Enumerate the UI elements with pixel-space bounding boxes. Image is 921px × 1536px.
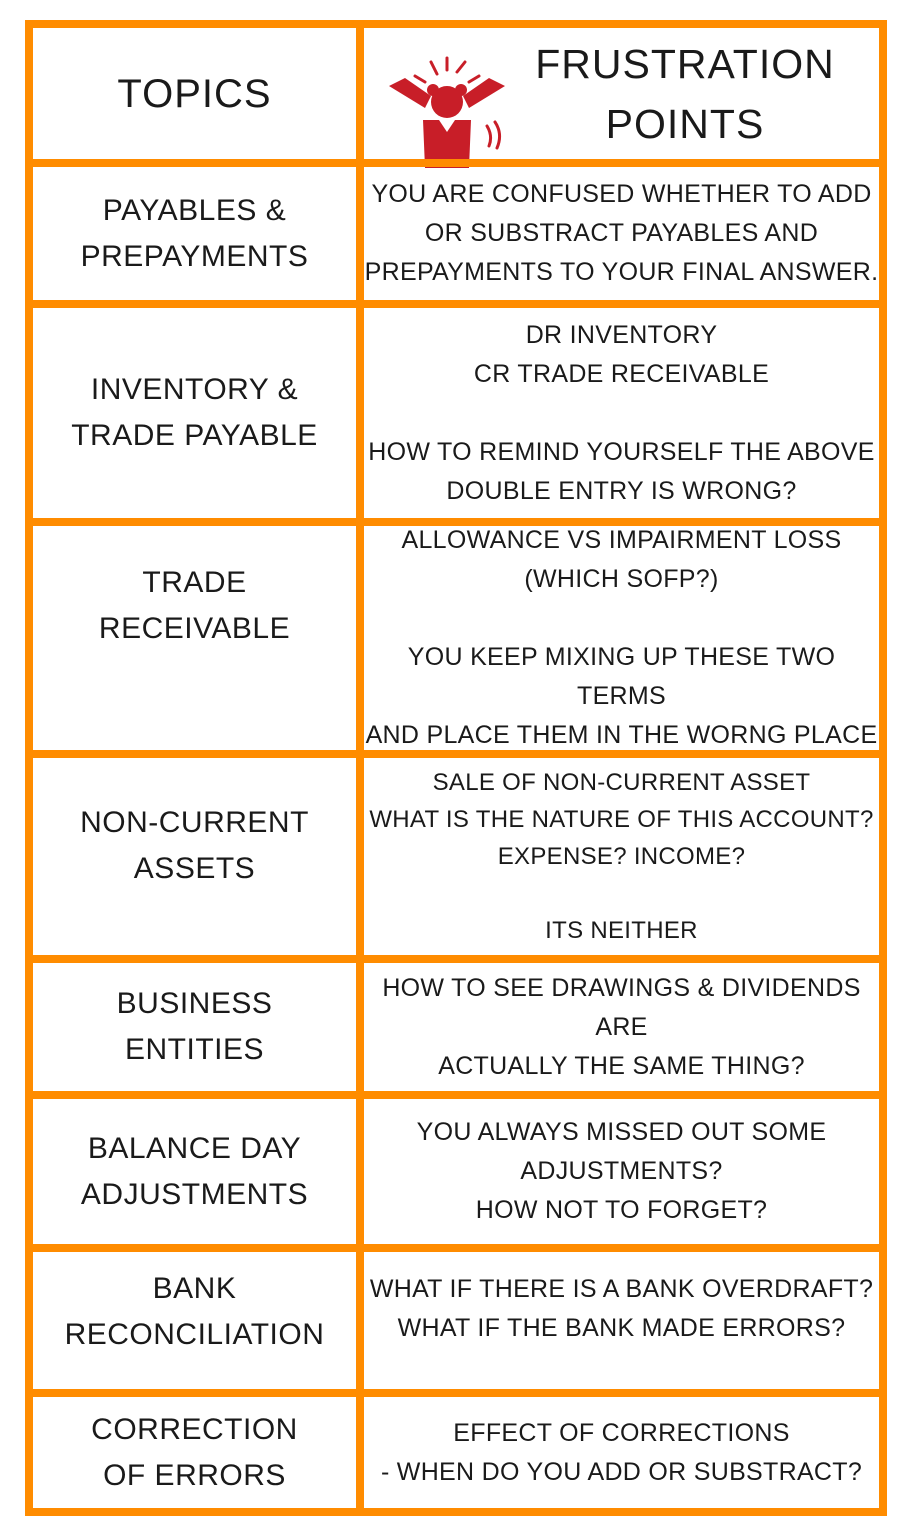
row-divider bbox=[33, 750, 879, 758]
topic-cell: PAYABLES & PREPAYMENTS bbox=[80, 193, 309, 273]
row-divider bbox=[33, 1389, 879, 1397]
table-row bbox=[33, 758, 879, 955]
frustration-cell: DR INVENTORY CR TRADE RECEIVABLE HOW TO REMIND YOURSELF THE ABOVE DOUBLE ENTRY IS WRONG? bbox=[368, 320, 875, 505]
table-row bbox=[33, 526, 879, 750]
topic-cell: BUSINESS ENTITIES bbox=[116, 987, 273, 1066]
topic-cell: BANK RECONCILIATION bbox=[64, 1272, 325, 1351]
topics-table bbox=[25, 20, 887, 1516]
frustration-cell: ALLOWANCE VS IMPAIRMENT LOSS (WHICH SOFP?) YOU KEEP MIXING UP THESE TWO TERMS AND PLACE THEM IN THE WORNG PLACE bbox=[365, 526, 878, 749]
frustration-cell: YOU ALWAYS MISSED OUT SOME ADJUSTMENTS? HOW NOT TO FORGET? bbox=[416, 1118, 827, 1224]
row-divider bbox=[33, 159, 879, 167]
topic-cell: CORRECTION OF ERRORS bbox=[91, 1412, 298, 1492]
table-row bbox=[33, 1252, 879, 1389]
table-row bbox=[33, 1099, 879, 1244]
topic-cell: NON-CURRENT ASSETS bbox=[80, 806, 309, 885]
row-divider bbox=[33, 1091, 879, 1099]
frustration-cell: SALE OF NON-CURRENT ASSET WHAT IS THE NATURE OF THIS ACCOUNT? EXPENSE? INCOME? ITS NEITHER bbox=[369, 769, 874, 944]
row-divider bbox=[33, 1244, 879, 1252]
table-row bbox=[33, 1397, 879, 1508]
table-row bbox=[33, 963, 879, 1091]
row-divider bbox=[33, 955, 879, 963]
frustration-points-header: FRUSTRATION POINTS bbox=[535, 40, 835, 147]
frustration-cell: WHAT IF THERE IS A BANK OVERDRAFT? WHAT IF THE BANK MADE ERRORS? bbox=[369, 1275, 874, 1342]
topic-cell: TRADE RECEIVABLE bbox=[98, 566, 291, 645]
topic-cell: INVENTORY & TRADE PAYABLE bbox=[71, 373, 318, 452]
topic-cell: BALANCE DAY ADJUSTMENTS bbox=[80, 1131, 309, 1211]
row-divider bbox=[33, 300, 879, 308]
header-row bbox=[33, 28, 879, 159]
table-row bbox=[33, 167, 879, 300]
frustration-cell: YOU ARE CONFUSED WHETHER TO ADD OR SUBSTRACT PAYABLES AND PREPAYMENTS TO YOUR FINAL ANSWER. bbox=[364, 180, 879, 286]
frustration-cell: EFFECT OF CORRECTIONS - WHEN DO YOU ADD OR SUBSTRACT? bbox=[380, 1418, 863, 1486]
frustration-cell: HOW TO SEE DRAWINGS & DIVIDENDS ARE ACTUALLY THE SAME THING? bbox=[382, 973, 861, 1080]
topics-header: TOPICS bbox=[117, 71, 272, 116]
table-row bbox=[33, 308, 879, 518]
